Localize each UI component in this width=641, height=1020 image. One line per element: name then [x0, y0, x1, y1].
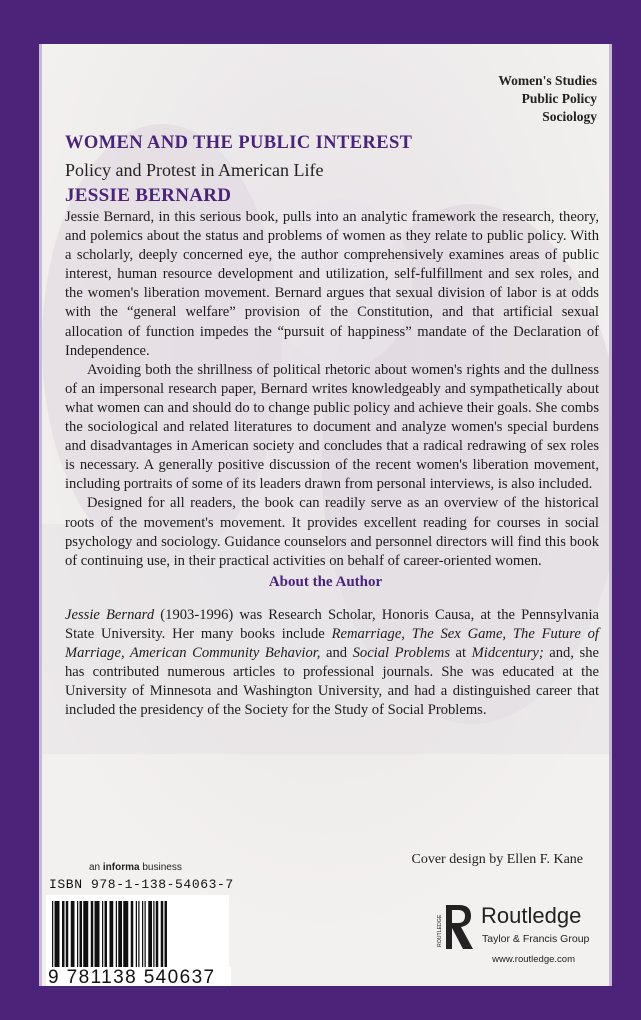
book-list: Remarriage, The Sex Game, The Future of Marriage, American Community Behavior,: [65, 626, 599, 662]
barcode-bar: [102, 901, 103, 969]
subject-item: Women's Studies: [498, 73, 597, 88]
book-list: Midcentury;: [471, 645, 544, 662]
barcode-bar: [145, 901, 146, 969]
about-text: at: [450, 645, 472, 662]
publisher-group: Taylor & Francis Group: [482, 933, 590, 945]
book-author: JESSIE BERNARD: [65, 185, 232, 206]
subject-item: Sociology: [542, 109, 597, 124]
barcode-bar: [118, 901, 122, 969]
book-subtitle: Policy and Protest in American Life: [65, 160, 324, 180]
barcode-bar: [142, 901, 143, 969]
ean-digits: 9 781138 540637: [46, 967, 231, 986]
barcode-bar: [136, 901, 137, 969]
description: [65, 208, 599, 571]
about-author-heading: About the Author: [268, 574, 383, 590]
about-text: and: [320, 645, 353, 662]
barcode-bar: [131, 901, 134, 969]
barcode-bar: [105, 901, 108, 969]
subject-categories: [498, 72, 597, 126]
barcode-bar: [55, 901, 60, 969]
description-paragraph: Designed for all readers, the book can readily serve as an overview of the historical roots of the movement's movement. It provides excellent reading for courses in social psychology and sociology. Guidance counselors and personnel directors will find this book of continuing use, in their practical activities on behalf of career-oriented women.: [65, 495, 599, 569]
book-list: Social Problems: [352, 645, 451, 662]
publisher-name: Routledge: [481, 903, 582, 928]
subject-item: Public Policy: [521, 91, 597, 106]
barcode-bar: [138, 901, 139, 969]
barcode-bar: [161, 901, 164, 969]
barcode-bar: [116, 901, 117, 969]
barcode-bar: [52, 901, 53, 969]
barcode-bar: [71, 901, 75, 969]
barcode-bar: [110, 901, 114, 969]
publisher-url: www.routledge.com: [492, 954, 575, 965]
isbn-text: ISBN 978-1-138-54063-7: [49, 877, 234, 892]
informa-brand: informa: [102, 862, 140, 873]
about-text: and, she has contributed numerous articles to professional journals. She was educated at the University of Minnesota and Washington University, and had a distinguished career that included the presidency of the Society for the Study of Social Problems.: [65, 645, 599, 719]
barcode-bar: [148, 901, 152, 969]
barcode-bar: [95, 901, 100, 969]
barcode-bar: [62, 901, 65, 969]
barcode-bar: [83, 901, 88, 969]
barcode-bar: [153, 901, 154, 969]
barcode-bar: [80, 901, 83, 969]
cover-credit: Cover design by Ellen F. Kane: [411, 852, 583, 867]
barcode-bar: [66, 901, 69, 969]
informa-prefix: an: [89, 862, 103, 873]
author-name: Jessie Bernard: [65, 607, 155, 623]
informa-suffix: business: [139, 862, 182, 873]
routledge-logo-icon: [435, 903, 475, 951]
book-title: WOMEN AND THE PUBLIC INTEREST: [65, 133, 413, 153]
barcode-bar: [156, 901, 159, 969]
description-paragraph: Avoiding both the shrillness of political rhetoric about women's rights and the dullness of an impersonal research paper, Bernard writes knowledgeably and sympathetically about what women can and should do to change public policy and achieve their goals. She combs the sociological and related literatures to document and analyze women's special burdens and disadvantages in American society and concludes that a radical redrawing of sex roles is necessary. A generally positive discussion of the recent women's liberation movement, including portraits of some of its leaders drawn from personal interviews, is also included.: [65, 361, 599, 493]
informa-tagline: [89, 862, 182, 873]
barcode-bar: [91, 901, 94, 969]
barcode-bar: [165, 901, 168, 969]
back-cover-panel: [39, 44, 612, 986]
logo-vertical-text: ROUTLEDGE: [437, 914, 443, 947]
description-paragraph: Jessie Bernard, in this serious book, pulls into an analytic framework the research, theory, and polemics about the status and problems of women as they relate to public policy. With a scholarly, deeply concerned eye, the author comprehensively examines areas of public interest, human resource development and utilization, self-fulfillment and sex roles, and the women's liberation movement. Bernard argues that sexual division of labor is at odds with the “general welfare” provision of the Constitution, and that artificial sexual allocation of function impedes the “pursuit of happiness” mandate of the Declaration of Independence.: [65, 209, 599, 359]
barcode-bar: [77, 901, 78, 969]
about-text: (1903-1996) was Research Scholar, Honoris Causa, at the Pennsylvania State University. Her many books include: [65, 607, 599, 643]
barcode-bar: [123, 901, 128, 969]
about-author-text: [65, 606, 599, 721]
